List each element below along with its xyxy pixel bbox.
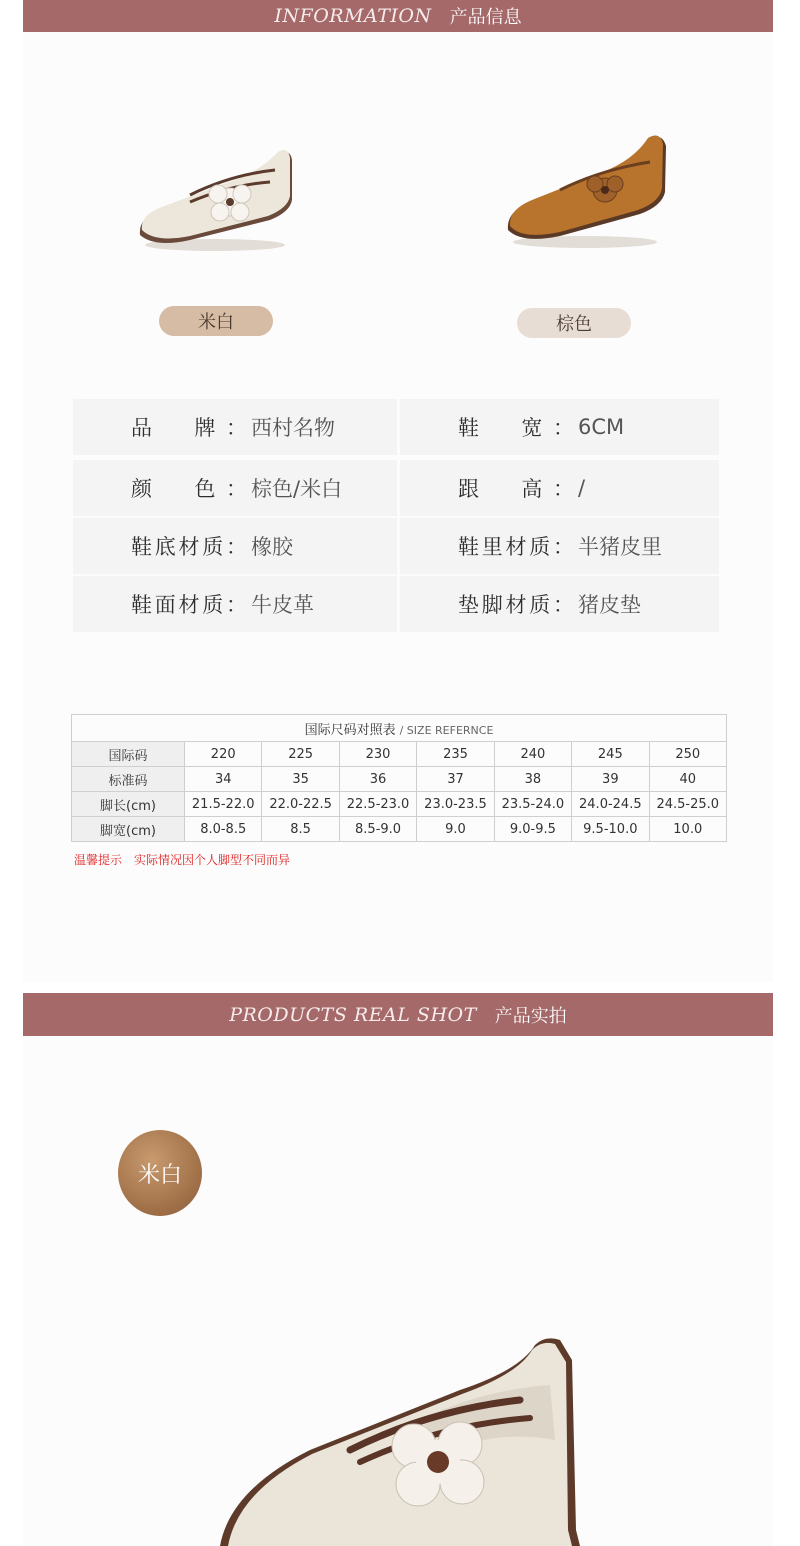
spec-color-value: 棕色/米白: [251, 477, 343, 501]
size-table-title: 国际尺码对照表: [304, 722, 396, 738]
table-cell: 240: [494, 742, 571, 767]
table-cell: 40: [649, 767, 726, 792]
brown-shoe-image: [500, 130, 675, 255]
row-header: 脚宽(cm): [72, 817, 185, 842]
info-banner: [23, 0, 773, 32]
spec-lining: [400, 518, 719, 574]
size-tip-label: 温馨提示: [74, 853, 123, 867]
spec-sole: [73, 518, 397, 574]
spec-width-label: 鞋 宽：: [458, 416, 574, 440]
spec-brand-value: 西村名物: [251, 416, 335, 440]
table-cell: 235: [417, 742, 494, 767]
spec-insole: [400, 576, 719, 632]
table-cell: 23.0-23.5: [417, 792, 494, 817]
shot-color-badge: 米白: [118, 1130, 202, 1216]
spec-color: [73, 460, 397, 516]
table-cell: 8.5: [262, 817, 339, 842]
spec-insole-label: 垫脚材质：: [458, 593, 574, 617]
real-shot-shoe-image: [200, 1330, 600, 1546]
spec-insole-value: 猪皮垫: [578, 593, 641, 617]
table-cell: 23.5-24.0: [494, 792, 571, 817]
info-banner-zh: 产品信息: [449, 7, 522, 28]
spec-upper-label: 鞋面材质：: [131, 593, 247, 617]
table-cell: 35: [262, 767, 339, 792]
table-cell: 250: [649, 742, 726, 767]
table-cell: 24.0-24.5: [572, 792, 649, 817]
table-row: [72, 817, 727, 842]
table-row: [72, 742, 727, 767]
spec-brand: [73, 399, 397, 455]
spec-brand-label: 品 牌：: [131, 416, 247, 440]
table-cell: 39: [572, 767, 649, 792]
table-cell: 22.0-22.5: [262, 792, 339, 817]
size-tip-text: 实际情况因个人脚型不同而异: [134, 853, 291, 867]
spec-sole-label: 鞋底材质：: [131, 535, 247, 559]
spec-heel-label: 跟 高：: [458, 477, 574, 501]
table-cell: 9.5-10.0: [572, 817, 649, 842]
info-banner-en: INFORMATION: [274, 5, 432, 27]
spec-color-label: 颜 色：: [131, 477, 247, 501]
spec-sole-value: 橡胶: [251, 535, 293, 559]
table-cell: 8.0-8.5: [185, 817, 262, 842]
table-cell: 21.5-22.0: [185, 792, 262, 817]
table-row: [72, 792, 727, 817]
table-cell: 8.5-9.0: [339, 817, 416, 842]
spec-lining-label: 鞋里材质：: [458, 535, 574, 559]
spec-lining-value: 半猪皮里: [578, 535, 662, 559]
size-table-subtitle: / SIZE REFERNCE: [399, 723, 494, 737]
color-pill-brown[interactable]: 棕色: [517, 308, 631, 338]
shot-banner: [23, 993, 773, 1036]
table-cell: 38: [494, 767, 571, 792]
shot-banner-zh: 产品实拍: [494, 1005, 567, 1027]
table-cell: 37: [417, 767, 494, 792]
table-cell: 225: [262, 742, 339, 767]
row-header: 脚长(cm): [72, 792, 185, 817]
spec-heel: [400, 460, 719, 516]
row-header: 国际码: [72, 742, 185, 767]
table-cell: 9.0-9.5: [494, 817, 571, 842]
table-cell: 9.0: [417, 817, 494, 842]
color-pill-cream[interactable]: 米白: [159, 306, 273, 336]
table-cell: 245: [572, 742, 649, 767]
table-cell: 10.0: [649, 817, 726, 842]
table-cell: 36: [339, 767, 416, 792]
row-header: 标准码: [72, 767, 185, 792]
shot-banner-en: PRODUCTS REAL SHOT: [229, 1003, 477, 1026]
size-table-caption: [72, 715, 727, 742]
table-row: [72, 767, 727, 792]
size-table: [71, 714, 727, 842]
spec-width-value: 6CM: [578, 415, 625, 439]
table-cell: 22.5-23.0: [339, 792, 416, 817]
cream-shoe-image: [130, 140, 300, 260]
spec-table: [73, 399, 719, 637]
spec-heel-value: /: [578, 476, 586, 500]
spec-upper-value: 牛皮革: [251, 593, 314, 617]
table-cell: 24.5-25.0: [649, 792, 726, 817]
table-cell: 230: [339, 742, 416, 767]
table-cell: 34: [185, 767, 262, 792]
table-cell: 220: [185, 742, 262, 767]
spec-upper: [73, 576, 397, 632]
spec-width: [400, 399, 719, 455]
size-tip: [74, 851, 302, 868]
